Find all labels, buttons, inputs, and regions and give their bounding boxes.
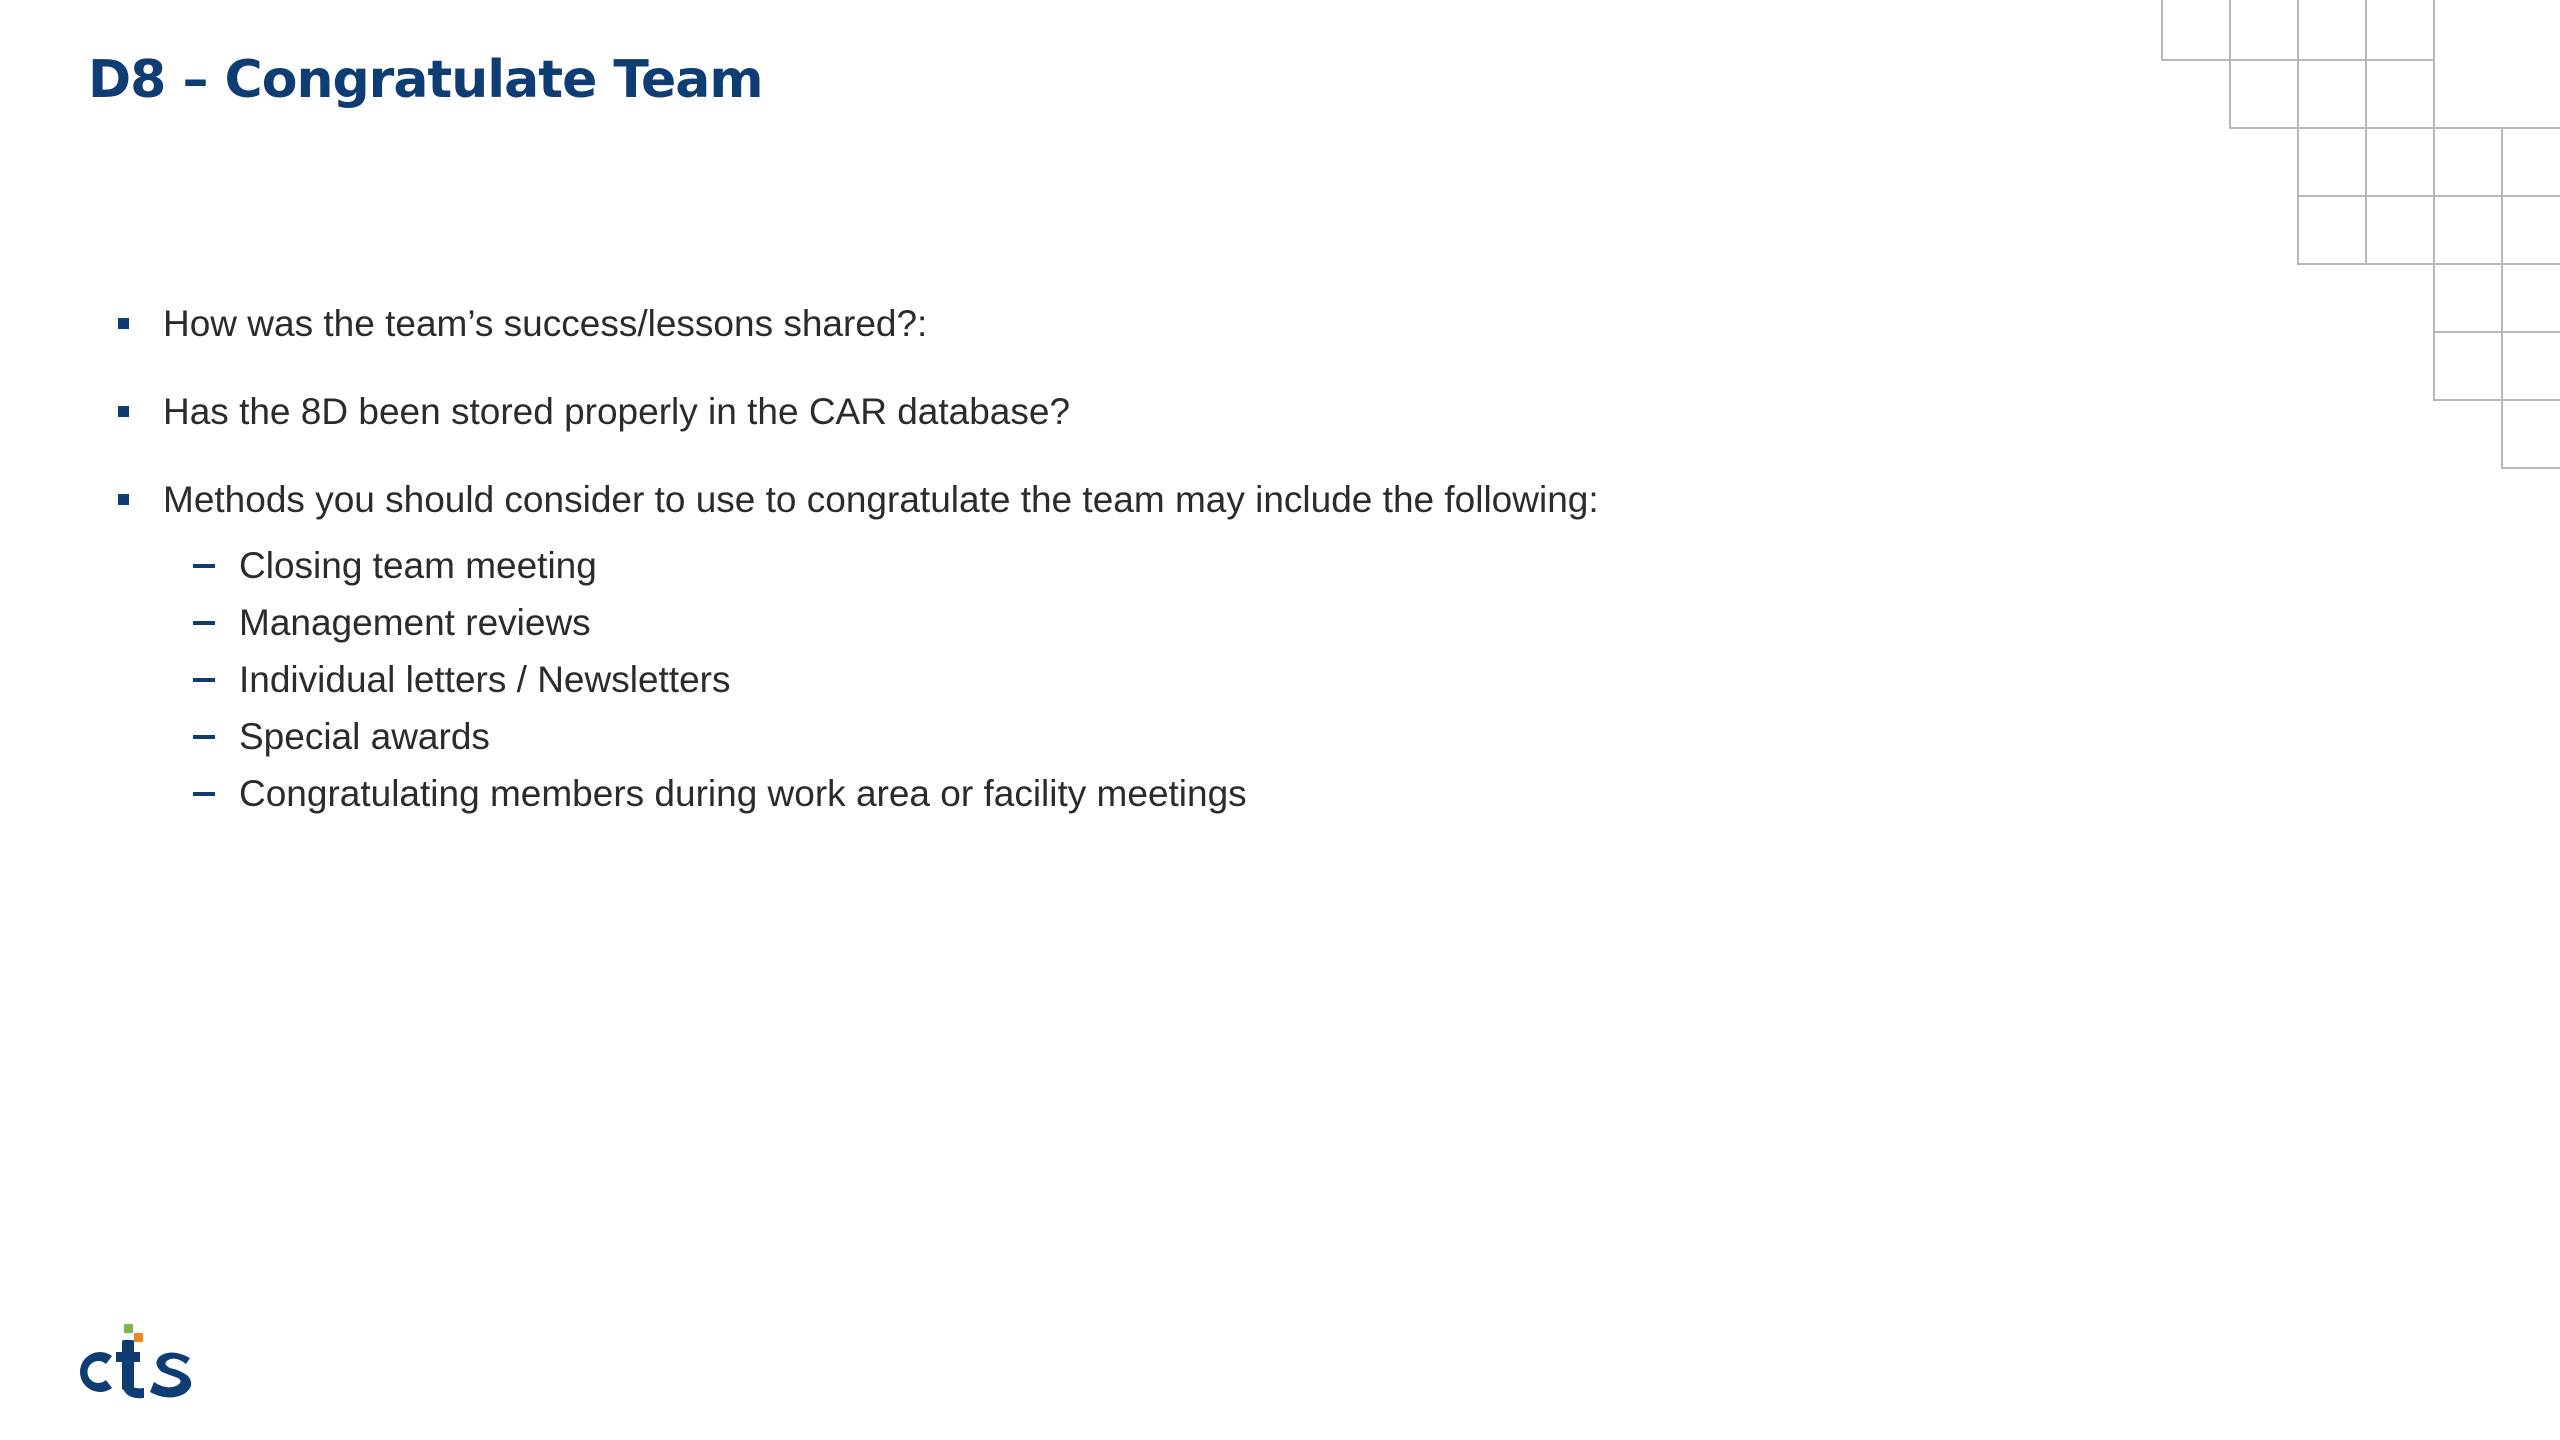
dash-icon [193, 621, 215, 625]
dash-icon [193, 564, 215, 568]
sub-bullet-item: Congratulating members during work area or facility meetings [239, 773, 1247, 814]
slide-title: D8 – Congratulate Team [88, 50, 763, 110]
dash-icon [193, 735, 215, 739]
bullet-square-icon [118, 494, 129, 505]
bullet-item: Has the 8D been stored properly in the CAR database? [163, 391, 1071, 432]
sub-bullet-item: Individual letters / Newsletters [239, 659, 731, 700]
cts-logo [72, 1318, 206, 1400]
sub-bullet-item: Closing team meeting [239, 545, 597, 586]
dash-icon [193, 792, 215, 796]
sub-bullet-item: Special awards [239, 716, 490, 757]
bullet-square-icon [118, 318, 129, 329]
bullet-item: How was the team’s success/lessons shared?: [163, 303, 928, 344]
bullet-item: Methods you should consider to use to congratulate the team may include the following: [163, 479, 1599, 520]
sub-bullet-item: Management reviews [239, 602, 591, 643]
logo-dot-green [124, 1324, 133, 1333]
logo-dot-orange [134, 1333, 143, 1342]
dash-icon [193, 678, 215, 682]
bullet-square-icon [118, 406, 129, 417]
